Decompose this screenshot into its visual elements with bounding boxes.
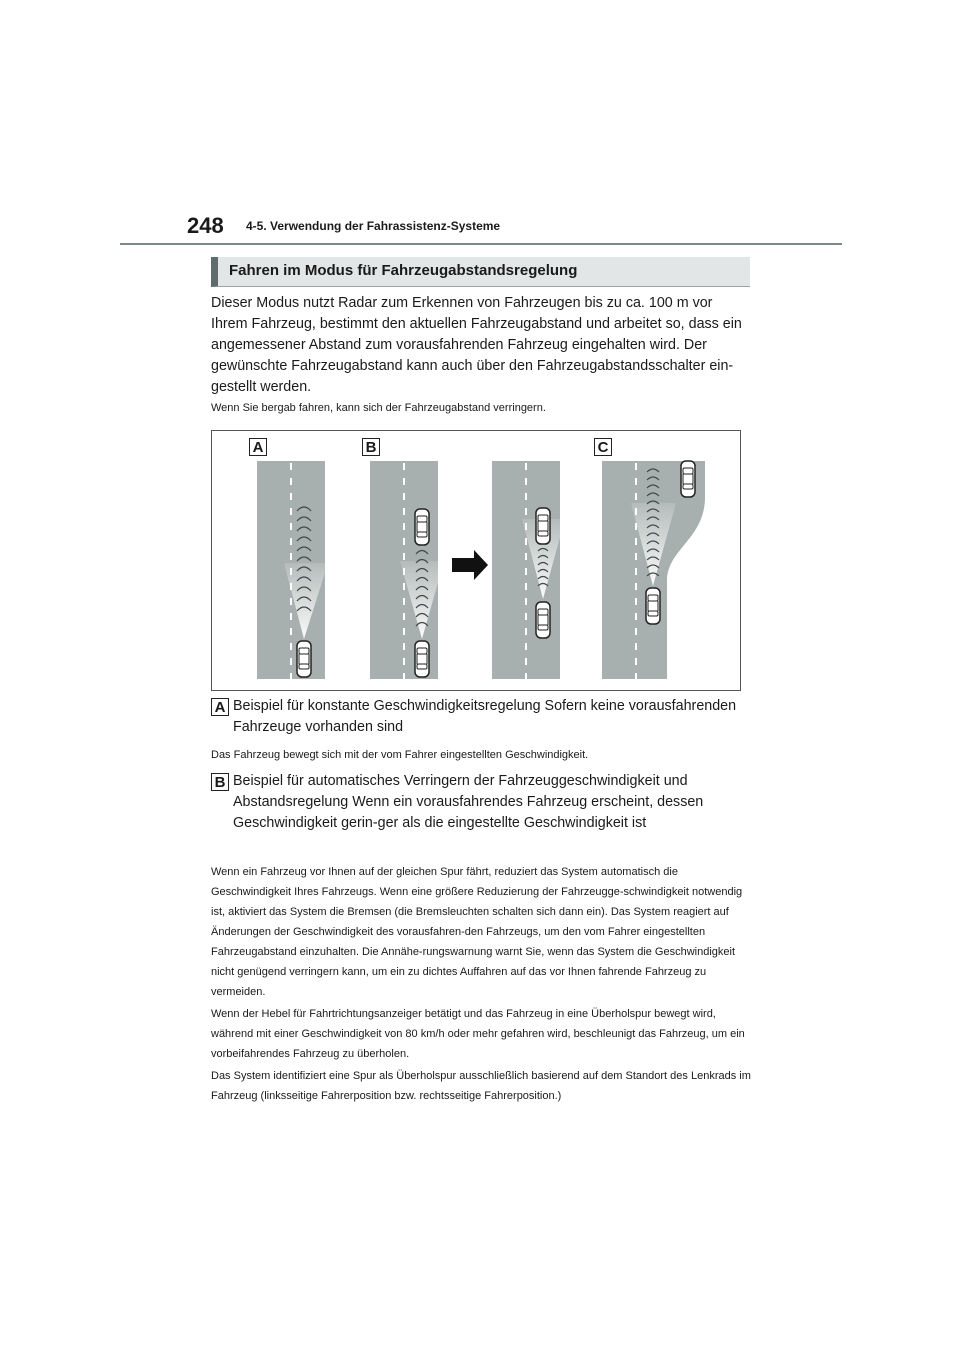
illustration-svg xyxy=(212,431,742,692)
road-c xyxy=(602,461,705,679)
item-a xyxy=(211,698,751,735)
section-title: 4-5. Verwendung der Fahrassistenz-Systeme xyxy=(246,219,501,233)
lead-car-b2 xyxy=(536,508,550,544)
item-b-label: B xyxy=(211,773,229,791)
figure-label-c: C xyxy=(594,438,612,456)
item-a-label: A xyxy=(211,698,229,716)
item-a-note: Das Fahrzeug bewegt sich mit der vom Fahrer eingestellten Geschwindigkeit. xyxy=(211,749,589,761)
note-paragraph: Das System identifiziert eine Spur als Überholspur ausschließlich basierend auf dem Standort des Lenkrads im Fahrzeug (linksseitige Fahrerposition bzw. rechtsseitige Fahrerposition.) xyxy=(211,1070,751,1102)
intro-paragraph: Dieser Modus nutzt Radar zum Erkennen von Fahrzeugen bis zu ca. 100 m vor Ihrem Fahrzeug, bestimmt den aktuellen Fahrzeugabstand und arbeitet so, dass ein angemessener Abstand zum vorausfahrenden Fahrzeug eingehalten wird. Der gewünschte Fahrzeugabstand kann auch über den Fahrzeugabstandsschalter ein-gestellt werden. xyxy=(211,295,742,395)
own-car-c xyxy=(646,588,660,624)
own-car-b2 xyxy=(536,602,550,638)
lead-car-b1 xyxy=(415,509,429,545)
item-b-text: Beispiel für automatisches Verringern der Fahrzeuggeschwindigkeit und Abstandsregelung Wenn ein vorausfahrendes Fahrzeug erscheint, dessen Geschwindigkeit gerin-ger als die eingestellte Geschwindigkeit ist xyxy=(233,773,704,831)
page-number: 248 xyxy=(187,213,224,238)
item-b xyxy=(211,773,751,831)
passing-car-c xyxy=(681,461,695,497)
own-car-a xyxy=(297,641,311,677)
road-a xyxy=(257,461,328,679)
road-b-after xyxy=(492,461,565,679)
transition-arrow xyxy=(452,550,488,580)
road-b-before xyxy=(370,461,444,679)
header-divider xyxy=(120,243,842,245)
note-paragraph: Wenn ein Fahrzeug vor Ihnen auf der gleichen Spur fährt, reduziert das System automatisch die Geschwindigkeit Ihres Fahrzeugs. Wenn eine größere Reduzierung der Fahrzeugge-schwindigkeit notwendig ist, aktiviert das System die Bremsen (die Bremsleuchten schalten sich dann ein). Das System reagiert auf Änderungen der Geschwindigkeit des vorausfahren-den Fahrzeugs, um den vom Fahrer eingestellten Fahrzeugabstand einzuhalten. Die Annähe-rungswarnung warnt Sie, wenn das System die Geschwindigkeit nicht genügend verringern kann, um ein zu dichtes Auffahren auf das vor Ihnen fahrende Fahrzeug zu vermeiden. xyxy=(211,866,743,998)
downhill-note: Wenn Sie bergab fahren, kann sich der Fahrzeugabstand verringern. xyxy=(211,402,546,414)
heading-text: Fahren im Modus für Fahrzeugabstandsregelung xyxy=(229,262,578,279)
figure-label-a: A xyxy=(249,438,267,456)
acc-illustration xyxy=(211,430,741,691)
own-car-b1 xyxy=(415,641,429,677)
figure-label-b: B xyxy=(362,438,380,456)
item-a-text: Beispiel für konstante Geschwindigkeitsregelung Sofern keine vorausfahrenden Fahrzeuge vorhanden sind xyxy=(233,698,737,735)
body-notes xyxy=(211,862,751,1108)
note-paragraph: Wenn der Hebel für Fahrtrichtungsanzeiger betätigt und das Fahrzeug in eine Überholspur bewegt wird, während mit einer Geschwindigkeit von 80 km/h oder mehr gefahren wird, beschleunigt das Fahrzeug, um ein vorbeifahrendes Fahrzeug zu überholen. xyxy=(211,1008,745,1060)
section-heading xyxy=(211,257,750,287)
